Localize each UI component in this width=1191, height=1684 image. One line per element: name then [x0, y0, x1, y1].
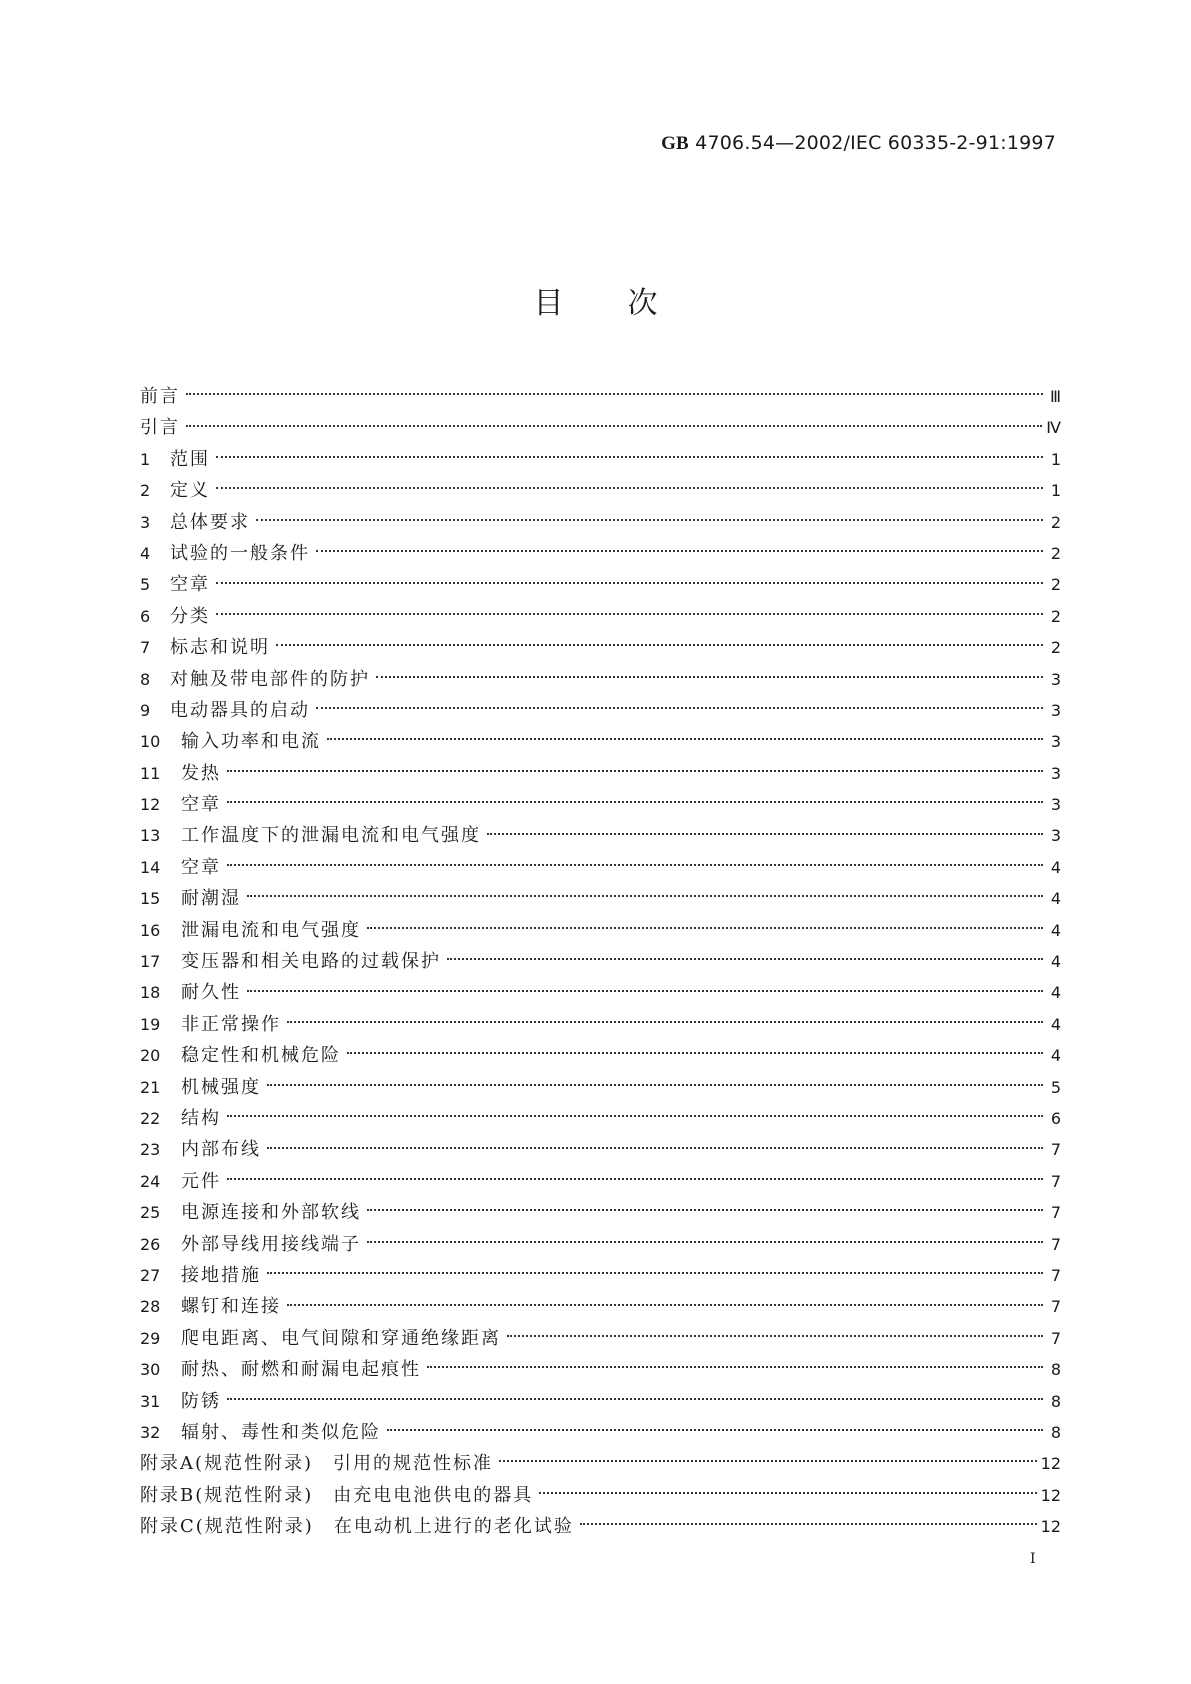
dot-leader [539, 1491, 1036, 1494]
toc-entry[interactable] [140, 382, 1061, 413]
toc-entry-label: 防锈 [181, 1390, 221, 1412]
toc-entry-number: 15 [140, 889, 161, 909]
toc-entry-label: 耐潮湿 [181, 888, 241, 910]
toc-entry-label: 耐久性 [181, 982, 241, 1004]
toc-entry[interactable] [140, 633, 1061, 664]
toc-entry[interactable] [140, 1292, 1061, 1323]
toc-entry[interactable] [140, 790, 1061, 821]
toc-entry-number: 32 [140, 1422, 161, 1442]
toc-entry-label: 范围 [170, 448, 210, 470]
toc-entry-number: 21 [140, 1077, 161, 1097]
toc-entry-page: 12 [1040, 1454, 1061, 1474]
toc-entry-number: 13 [140, 826, 161, 846]
toc-entry-page: 1 [1050, 449, 1061, 469]
dot-leader [267, 1083, 1043, 1086]
toc-entry-number: 4 [140, 543, 151, 563]
toc-entry-number: 24 [140, 1171, 161, 1191]
toc-entry-page: Ⅳ [1046, 418, 1061, 438]
toc-entry-number: 28 [140, 1297, 161, 1317]
dot-leader [227, 1114, 1043, 1117]
standard-prefix: GB [661, 133, 689, 154]
toc-entry[interactable] [140, 1418, 1061, 1449]
dot-leader [287, 1020, 1043, 1023]
toc-entry[interactable] [140, 508, 1061, 539]
toc-entry-label: 电动器具的启动 [170, 699, 310, 721]
toc-entry-page: 2 [1050, 575, 1061, 595]
dot-leader [580, 1522, 1037, 1525]
toc-entry[interactable] [140, 821, 1061, 852]
toc-entry-number: 17 [140, 952, 161, 972]
toc-entry[interactable] [140, 476, 1061, 507]
toc-entry-label: 电源连接和外部软线 [181, 1202, 361, 1224]
toc-entry-number: 6 [140, 606, 151, 626]
toc-entry-page: 1 [1050, 481, 1061, 501]
toc-entry[interactable] [140, 916, 1061, 947]
dot-leader [427, 1365, 1043, 1368]
toc-entry-page: 8 [1050, 1391, 1061, 1411]
toc-entry[interactable] [140, 947, 1061, 978]
toc-entry-label: 辐射、毒性和类似危险 [181, 1421, 381, 1443]
toc-entry[interactable] [140, 1104, 1061, 1135]
toc-entry[interactable] [140, 445, 1061, 476]
toc-entry-number: 10 [140, 732, 161, 752]
toc-entry-page: 4 [1050, 983, 1061, 1003]
dot-leader [316, 706, 1043, 709]
toc-entry-label: 稳定性和机械危险 [181, 1045, 341, 1067]
toc-entry-label: 附录B(规范性附录) 由充电电池供电的器具 [140, 1484, 534, 1506]
toc-entry[interactable] [140, 602, 1061, 633]
page-number: I [1030, 1551, 1036, 1567]
toc-entry-label: 定义 [170, 480, 210, 502]
toc-entry-number: 16 [140, 920, 161, 940]
toc-entry-page: 4 [1050, 1046, 1061, 1066]
toc-entry[interactable] [140, 853, 1061, 884]
toc-entry-number: 27 [140, 1265, 161, 1285]
toc-entry-label: 对触及带电部件的防护 [170, 668, 370, 690]
dot-leader [347, 1051, 1043, 1054]
toc-entry-label: 爬电距离、电气间隙和穿通绝缘距离 [181, 1327, 501, 1349]
toc-entry[interactable] [140, 665, 1061, 696]
toc-entry-number: 25 [140, 1203, 161, 1223]
toc-entry[interactable] [140, 1230, 1061, 1261]
toc-entry-page: 7 [1050, 1234, 1061, 1254]
dot-leader [376, 675, 1043, 678]
toc-entry-number: 12 [140, 795, 161, 815]
toc-entry[interactable] [140, 1010, 1061, 1041]
standard-number [661, 132, 1056, 155]
toc-entry-page: 4 [1050, 889, 1061, 909]
toc-entry-page: 7 [1050, 1171, 1061, 1191]
toc-entry-label: 输入功率和电流 [181, 731, 321, 753]
toc-entry-page: 7 [1050, 1203, 1061, 1223]
toc-entry[interactable] [140, 884, 1061, 915]
toc-entry-label: 引言 [140, 417, 180, 439]
toc-entry-label: 标志和说明 [170, 637, 270, 659]
toc-entry-number: 2 [140, 481, 151, 501]
toc-entry-number: 5 [140, 575, 151, 595]
toc-entry-page: 5 [1050, 1077, 1061, 1097]
toc-entry-label: 分类 [170, 605, 210, 627]
toc-entry-number: 7 [140, 638, 151, 658]
toc-entry-label: 外部导线用接线端子 [181, 1233, 361, 1255]
dot-leader [247, 989, 1043, 992]
toc-entry-label: 发热 [181, 762, 221, 784]
toc-entry[interactable] [140, 978, 1061, 1009]
toc-entry-label: 工作温度下的泄漏电流和电气强度 [181, 825, 481, 847]
table-of-contents [140, 382, 1061, 1543]
toc-entry-page: 3 [1050, 669, 1061, 689]
toc-entry-page: 12 [1040, 1485, 1061, 1505]
dot-leader [276, 643, 1043, 646]
toc-entry-number: 9 [140, 700, 151, 720]
toc-entry-label: 附录C(规范性附录) 在电动机上进行的老化试验 [140, 1516, 574, 1538]
toc-entry-number: 22 [140, 1108, 161, 1128]
toc-entry-label: 前言 [140, 386, 180, 407]
toc-entry[interactable] [140, 727, 1061, 758]
toc-entry-page: 3 [1050, 763, 1061, 783]
toc-entry-number: 23 [140, 1140, 161, 1160]
toc-entry[interactable] [140, 1167, 1061, 1198]
toc-entry-label: 接地措施 [181, 1264, 261, 1286]
dot-leader [216, 486, 1043, 489]
toc-entry-label: 非正常操作 [181, 1013, 281, 1035]
toc-entry[interactable] [140, 1324, 1061, 1355]
toc-entry-number: 14 [140, 857, 161, 877]
toc-entry[interactable] [140, 1198, 1061, 1229]
toc-entry-page: 4 [1050, 857, 1061, 877]
dot-leader [316, 549, 1043, 552]
toc-entry-page: 2 [1050, 512, 1061, 532]
toc-entry-label: 空章 [170, 574, 210, 596]
toc-entry[interactable] [140, 759, 1061, 790]
toc-entry[interactable] [140, 696, 1061, 727]
toc-entry-page: 3 [1050, 732, 1061, 752]
toc-entry[interactable] [140, 1481, 1061, 1512]
toc-entry-page: Ⅲ [1049, 387, 1061, 406]
dot-leader [256, 518, 1043, 521]
toc-entry[interactable] [140, 1449, 1061, 1480]
toc-entry[interactable] [140, 1512, 1061, 1543]
dot-leader [447, 957, 1043, 960]
toc-entry-page: 7 [1050, 1140, 1061, 1160]
toc-entry-label: 空章 [181, 856, 221, 878]
toc-entry-label: 泄漏电流和电气强度 [181, 919, 361, 941]
toc-entry-label: 变压器和相关电路的过载保护 [181, 951, 441, 973]
dot-leader [287, 1303, 1043, 1306]
toc-entry-number: 31 [140, 1391, 161, 1411]
toc-entry[interactable] [140, 1041, 1061, 1072]
dot-leader [267, 1146, 1043, 1149]
dot-leader [186, 424, 1042, 427]
dot-leader [499, 1459, 1037, 1462]
toc-entry[interactable] [140, 1387, 1061, 1418]
toc-entry-page: 4 [1050, 920, 1061, 940]
dot-leader [327, 737, 1043, 740]
toc-entry-number: 3 [140, 512, 151, 532]
toc-entry-label: 试验的一般条件 [170, 542, 310, 564]
toc-entry-page: 7 [1050, 1297, 1061, 1317]
standard-code: 4706.54—2002/IEC 60335-2-91:1997 [695, 132, 1056, 154]
dot-leader [227, 863, 1043, 866]
dot-leader [227, 1177, 1043, 1180]
toc-entry[interactable] [140, 1073, 1061, 1104]
toc-entry-number: 1 [140, 449, 151, 469]
toc-entry-page: 2 [1050, 638, 1061, 658]
dot-leader [216, 612, 1043, 615]
toc-entry-number: 29 [140, 1328, 161, 1348]
toc-entry-label: 附录A(规范性附录) 引用的规范性标准 [140, 1453, 494, 1475]
toc-entry-page: 6 [1050, 1108, 1061, 1128]
toc-entry-number: 18 [140, 983, 161, 1003]
toc-entry-page: 8 [1050, 1360, 1061, 1380]
toc-entry-number: 11 [140, 763, 161, 783]
dot-leader [367, 1240, 1043, 1243]
toc-entry-label: 总体要求 [170, 511, 250, 533]
toc-entry-page: 7 [1050, 1328, 1061, 1348]
dot-leader [367, 1208, 1043, 1211]
toc-entry-page: 8 [1050, 1422, 1061, 1442]
toc-entry-label: 空章 [181, 794, 221, 816]
dot-leader [227, 800, 1043, 803]
toc-entry-label: 螺钉和连接 [181, 1296, 281, 1318]
toc-entry[interactable] [140, 1261, 1061, 1292]
toc-entry-page: 4 [1050, 1014, 1061, 1034]
dot-leader [216, 455, 1043, 458]
toc-entry-number: 8 [140, 669, 151, 689]
dot-leader [216, 581, 1043, 584]
toc-entry-number: 20 [140, 1046, 161, 1066]
toc-entry-label: 机械强度 [181, 1076, 261, 1098]
toc-entry-page: 3 [1050, 826, 1061, 846]
toc-entry[interactable] [140, 570, 1061, 601]
toc-entry[interactable] [140, 1355, 1061, 1386]
toc-entry-number: 30 [140, 1360, 161, 1380]
toc-entry-number: 26 [140, 1234, 161, 1254]
toc-entry[interactable] [140, 1135, 1061, 1166]
toc-entry-label: 内部布线 [181, 1139, 261, 1161]
dot-leader [487, 832, 1043, 835]
dot-leader [267, 1271, 1043, 1274]
toc-entry-label: 耐热、耐燃和耐漏电起痕性 [181, 1359, 421, 1381]
toc-entry-page: 7 [1050, 1265, 1061, 1285]
toc-entry-page: 3 [1050, 795, 1061, 815]
toc-entry-number: 19 [140, 1014, 161, 1034]
toc-entry-page: 12 [1040, 1517, 1061, 1537]
dot-leader [367, 926, 1043, 929]
toc-entry-label: 元件 [181, 1170, 221, 1192]
toc-entry-page: 2 [1050, 543, 1061, 563]
toc-entry[interactable] [140, 539, 1061, 570]
dot-leader [507, 1334, 1043, 1337]
page-title: 目次 [533, 286, 722, 321]
toc-entry-page: 2 [1050, 606, 1061, 626]
toc-entry[interactable] [140, 413, 1061, 444]
dot-leader [227, 1397, 1043, 1400]
dot-leader [387, 1428, 1043, 1431]
dot-leader [227, 769, 1043, 772]
toc-entry-page: 4 [1050, 952, 1061, 972]
toc-entry-label: 结构 [181, 1107, 221, 1129]
dot-leader [247, 894, 1043, 897]
dot-leader [186, 392, 1043, 395]
toc-entry-page: 3 [1050, 700, 1061, 720]
